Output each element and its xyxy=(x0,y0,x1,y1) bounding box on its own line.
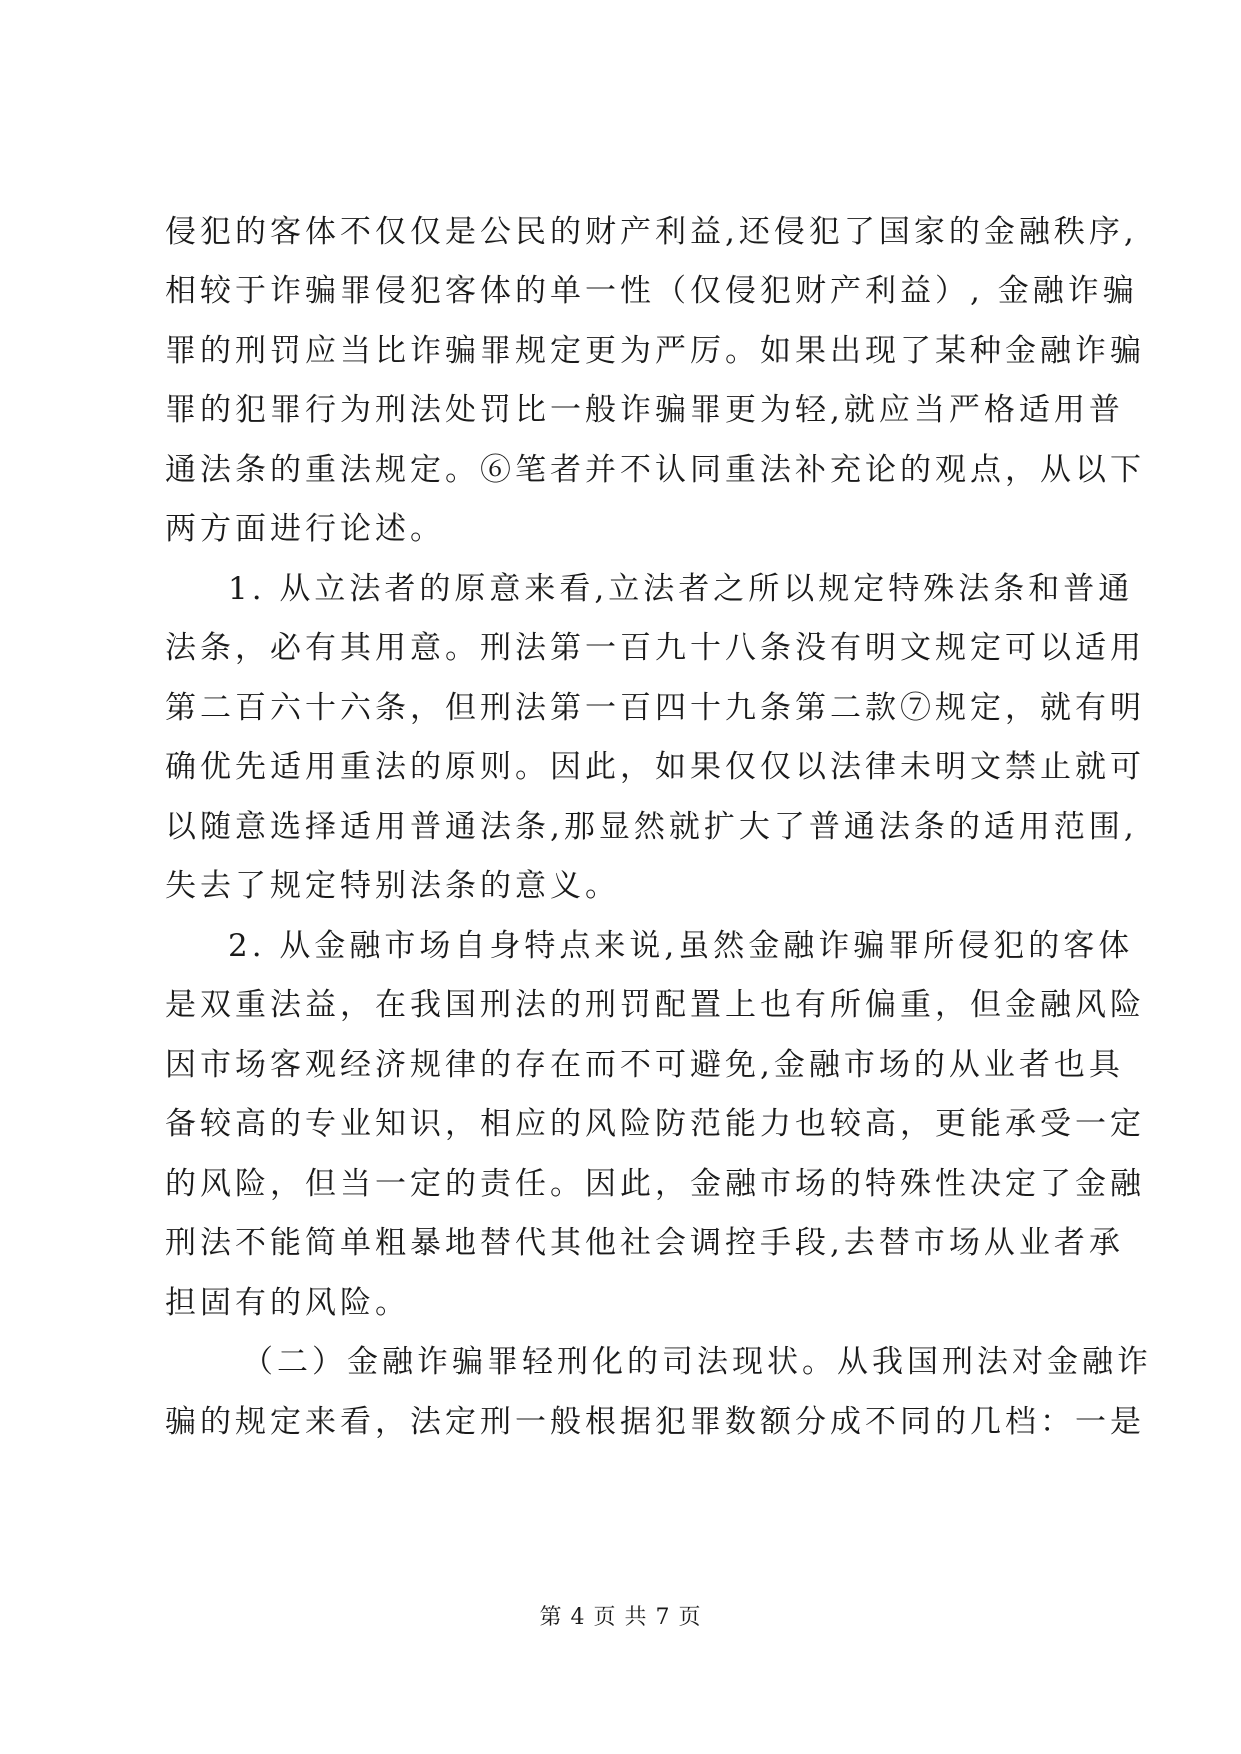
body-line-6: 两方面进行论述。 xyxy=(165,511,445,547)
body-line-5: 通法条的重法规定。⑥笔者并不认同重法补充论的观点，从以下 xyxy=(165,452,1145,488)
body-line-3: 罪的刑罚应当比诈骗罪规定更为严厉。如果出现了某种金融诈骗 xyxy=(165,333,1145,369)
body-line-4: 罪的犯罪行为刑法处罚比一般诈骗罪更为轻,就应当严格适用普 xyxy=(165,392,1124,428)
body-line-16: 备较高的专业知识，相应的风险防范能力也较高，更能承受一定 xyxy=(165,1106,1145,1142)
body-line-1: 侵犯的客体不仅仅是公民的财产利益,还侵犯了国家的金融秩序, xyxy=(165,214,1138,250)
body-line-15: 因市场客观经济规律的存在而不可避免,金融市场的从业者也具 xyxy=(165,1047,1124,1083)
body-line-7: 1. 从立法者的原意来看,立法者之所以规定特殊法条和普通 xyxy=(228,571,1134,607)
body-line-9: 第二百六十六条，但刑法第一百四十九条第二款⑦规定，就有明 xyxy=(165,690,1145,726)
body-line-12: 失去了规定特别法条的意义。 xyxy=(165,868,620,904)
body-line-18: 刑法不能简单粗暴地替代其他社会调控手段,去替市场从业者承 xyxy=(165,1225,1124,1261)
body-line-20: （二）金融诈骗罪轻刑化的司法现状。从我国刑法对金融诈 xyxy=(242,1344,1152,1380)
body-line-11: 以随意选择适用普通法条,那显然就扩大了普通法条的适用范围, xyxy=(165,809,1138,845)
body-line-19: 担固有的风险。 xyxy=(165,1285,410,1321)
body-line-8: 法条，必有其用意。刑法第一百九十八条没有明文规定可以适用 xyxy=(165,630,1145,666)
body-line-14: 是双重法益，在我国刑法的刑罚配置上也有所偏重，但金融风险 xyxy=(165,987,1145,1023)
page-number-footer: 第 4 页 共 7 页 xyxy=(539,1605,702,1630)
body-line-13: 2. 从金融市场自身特点来说,虽然金融诈骗罪所侵犯的客体 xyxy=(228,928,1134,964)
body-line-10: 确优先适用重法的原则。因此，如果仅仅以法律未明文禁止就可 xyxy=(165,749,1145,785)
body-line-17: 的风险，但当一定的责任。因此，金融市场的特殊性决定了金融 xyxy=(165,1166,1145,1202)
body-line-21: 骗的规定来看，法定刑一般根据犯罪数额分成不同的几档：一是 xyxy=(165,1404,1145,1440)
body-line-2: 相较于诈骗罪侵犯客体的单一性（仅侵犯财产利益）, 金融诈骗 xyxy=(165,273,1138,309)
